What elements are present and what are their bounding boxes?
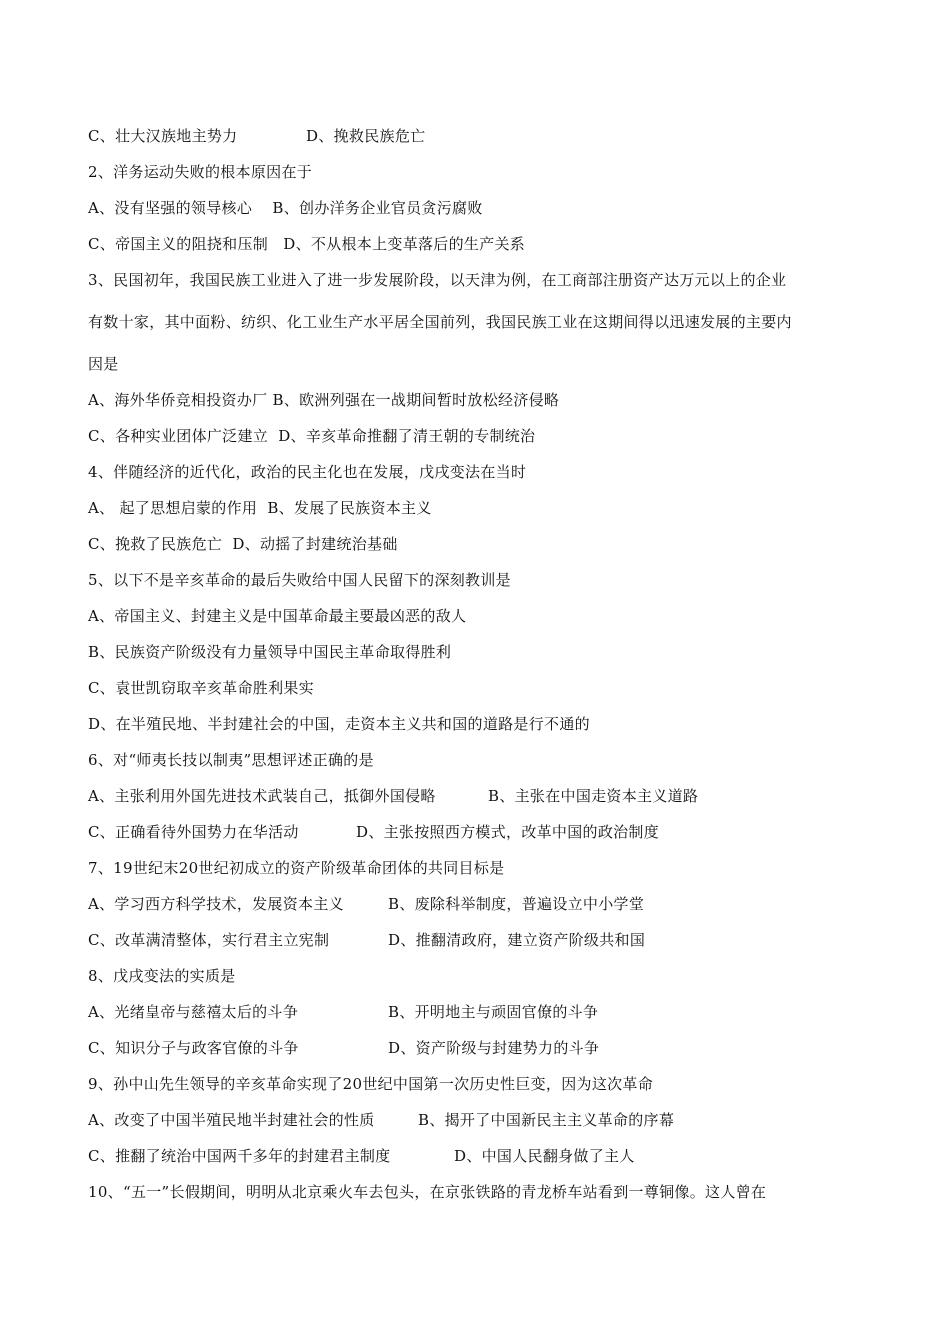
question-8-option-b: B、开明地主与顽固官僚的斗争 (388, 1003, 599, 1021)
option-c-line: C、壮大汉族地主势力 (88, 127, 238, 145)
question-8: 8、戊戌变法的实质是 (88, 967, 236, 985)
question-9: 9、孙中山先生领导的辛亥革命实现了20世纪中国第一次历史性巨变，因为这次革命 (88, 1075, 654, 1093)
question-3-line-3: 因是 (88, 355, 119, 373)
question-2: 2、洋务运动失败的根本原因在于 (88, 163, 313, 181)
question-7: 7、19世纪末20世纪初成立的资产阶级革命团体的共同目标是 (88, 859, 505, 877)
question-3-options-cd: C、各种实业团体广泛建立 D、辛亥革命推翻了清王朝的专制统治 (88, 427, 536, 445)
question-7-option-c: C、改革满清整体，实行君主立宪制 (88, 931, 330, 949)
question-3-line-2: 有数十家，其中面粉、纺织、化工业生产水平居全国前列，我国民族工业在这期间得以迅速发展的主要内 (88, 313, 792, 331)
question-7-option-d: D、推翻清政府，建立资产阶级共和国 (388, 931, 646, 949)
question-5-option-b: B、民族资产阶级没有力量领导中国民主革命取得胜利 (88, 643, 452, 661)
question-8-option-d: D、资产阶级与封建势力的斗争 (388, 1039, 600, 1057)
question-5-option-d: D、在半殖民地、半封建社会的中国，走资本主义共和国的道路是行不通的 (88, 715, 590, 733)
question-6-option-c: C、正确看待外国势力在华活动 (88, 823, 299, 841)
question-8-option-c: C、知识分子与政客官僚的斗争 (88, 1039, 299, 1057)
question-4-options-cd: C、挽救了民族危亡 D、动摇了封建统治基础 (88, 535, 398, 553)
question-9-option-d: D、中国人民翻身做了主人 (454, 1147, 635, 1165)
question-4: 4、伴随经济的近代化，政治的民主化也在发展，戊戌变法在当时 (88, 463, 527, 481)
question-6: 6、对“师夷长技以制夷”思想评述正确的是 (88, 751, 374, 769)
question-2-options-ab: A、没有坚强的领导核心 B、创办洋务企业官员贪污腐败 (88, 199, 483, 217)
question-3-line-1: 3、民国初年，我国民族工业进入了进一步发展阶段，以天津为例，在工商部注册资产达万元以上的企业 (88, 271, 787, 289)
question-7-option-a: A、学习西方科学技术，发展资本主义 (88, 895, 344, 913)
question-6-option-a: A、主张利用外国先进技术武装自己，抵御外国侵略 (88, 787, 436, 805)
question-6-option-b: B、主张在中国走资本主义道路 (488, 787, 699, 805)
question-3-options-ab: A、海外华侨竞相投资办厂 B、欧洲列强在一战期间暂时放松经济侵略 (88, 391, 560, 409)
question-5-option-a: A、帝国主义、封建主义是中国革命最主要最凶恶的敌人 (88, 607, 467, 625)
question-8-option-a: A、光绪皇帝与慈禧太后的斗争 (88, 1003, 299, 1021)
question-5-option-c: C、袁世凯窃取辛亥革命胜利果实 (88, 679, 314, 697)
question-2-options-cd: C、帝国主义的阻挠和压制 D、不从根本上变革落后的生产关系 (88, 235, 526, 253)
question-9-option-a: A、改变了中国半殖民地半封建社会的性质 (88, 1111, 375, 1129)
question-5: 5、以下不是辛亥革命的最后失败给中国人民留下的深刻教训是 (88, 571, 511, 589)
question-4-options-ab: A、 起了思想启蒙的作用 B、发展了民族资本主义 (88, 499, 432, 517)
question-6-option-d: D、主张按照西方模式，改革中国的政治制度 (356, 823, 660, 841)
question-7-option-b: B、废除科举制度，普遍设立中小学堂 (388, 895, 645, 913)
question-9-option-c: C、推翻了统治中国两千多年的封建君主制度 (88, 1147, 391, 1165)
question-10: 10、“五一”长假期间，明明从北京乘火车去包头，在京张铁路的青龙桥车站看到一尊铜像。这人曾在 (88, 1183, 767, 1201)
question-9-option-b: B、揭开了中国新民主主义革命的序幕 (418, 1111, 675, 1129)
option-d-line: D、挽救民族危亡 (306, 127, 426, 145)
